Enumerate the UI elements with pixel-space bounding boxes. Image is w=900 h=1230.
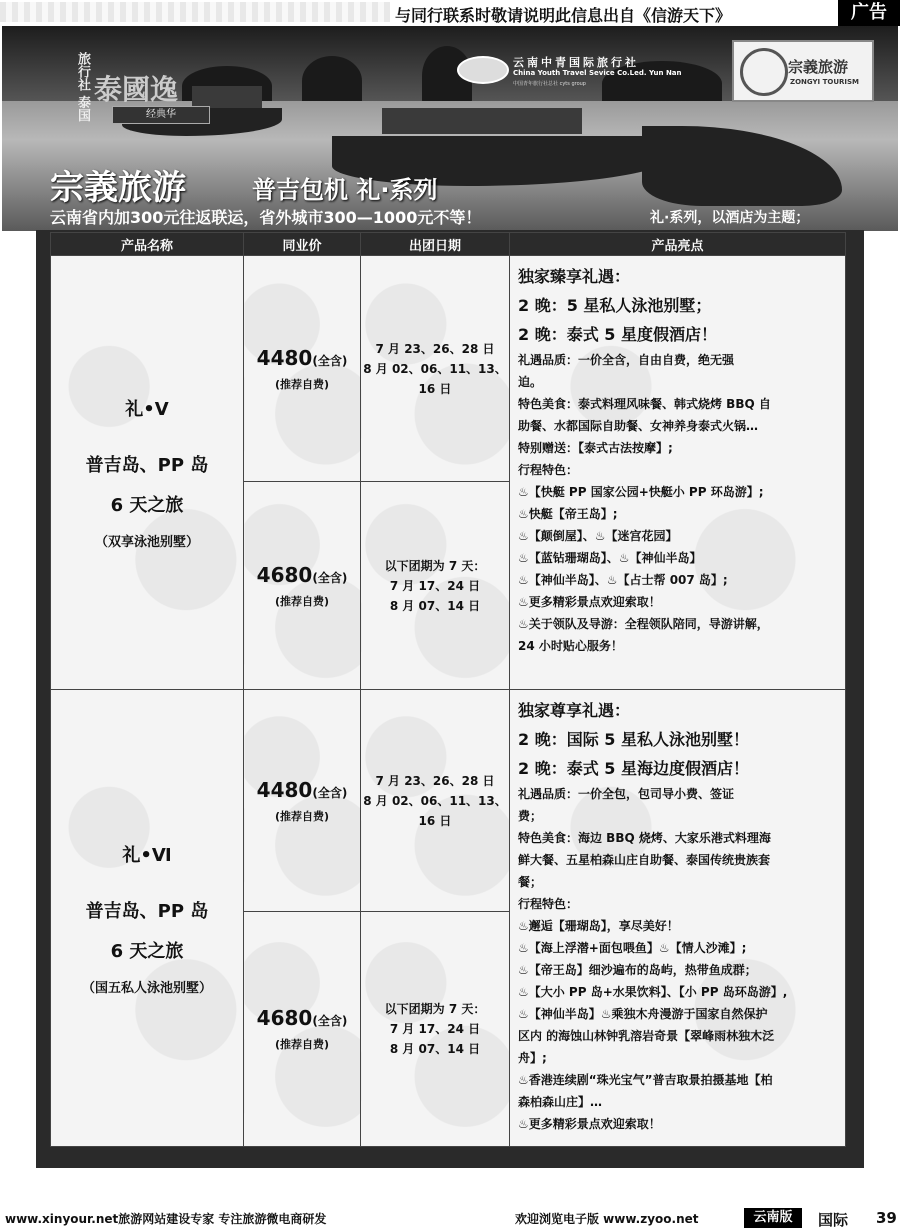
ad-label: 广告 xyxy=(838,0,900,26)
header-price: 同业价 xyxy=(244,233,361,256)
price-value: 4480 xyxy=(256,345,313,370)
product-feature: （双享泳池别墅） xyxy=(94,535,199,550)
price-self-pay: (推荐自费) xyxy=(274,594,330,608)
highlights-cell xyxy=(510,690,846,1147)
dates-cell xyxy=(361,256,510,482)
transport-note: 云南省内加300元往返联运，省外城市300—1000元不等！ xyxy=(50,208,482,227)
highlight-big: 2 晚：泰式 5 星海边度假酒店！ xyxy=(518,759,749,778)
dates-cell xyxy=(361,912,510,1147)
footer-left-text: www.xinyour.net旅游网站建设专家 专注旅游微电商研发 xyxy=(5,1212,327,1226)
date-line: 8 月 07、14 日 xyxy=(389,598,481,613)
product-name-cell xyxy=(51,256,244,690)
highlight-big: 独家臻享礼遇： xyxy=(518,267,631,286)
price-value: 4680 xyxy=(256,562,313,587)
highlight-big: 2 晚：国际 5 星私人泳池别墅！ xyxy=(518,730,749,749)
agency-cn-name: 云南中青国际旅行社 xyxy=(513,56,639,69)
product-duration: 6 天之旅 xyxy=(110,940,184,962)
price-include: (全含) xyxy=(312,1014,348,1028)
highlight-big: 2 晚：泰式 5 星度假酒店！ xyxy=(518,325,717,344)
section-label: 国际 xyxy=(818,1211,849,1229)
emblem-ribbon: 经典华 xyxy=(112,106,210,124)
agency-small-text: 中国青年旅行社总社 cyts group xyxy=(513,81,586,87)
highlight-line: 区内 的海蚀山林钟乳溶岩奇景【翠峰雨林独木泛 xyxy=(518,1029,775,1043)
price-value: 4680 xyxy=(256,1006,313,1030)
highlight-line: ♨【神仙半岛】♨乘独木舟漫游于国家自然保护 xyxy=(518,1007,768,1021)
header-highlights: 产品亮点 xyxy=(510,233,846,256)
price-include: (全含) xyxy=(312,353,348,368)
brand-logo-cn: 宗義旅游 xyxy=(788,58,849,76)
highlight-line: 森柏森山庄】… xyxy=(518,1095,603,1109)
date-line: 7 月 17、24 日 xyxy=(389,1022,481,1036)
agency-en-name: China Youth Travel Sevice Co.Led. Yun Nan xyxy=(513,69,682,77)
highlight-line: ♨【快艇 PP 国家公园+快艇小 PP 环岛游】; xyxy=(518,485,764,499)
highlight-line: ♨关于领队及导游：全程领队陪同，导游讲解， xyxy=(518,617,769,631)
cyts-mark-icon xyxy=(457,56,509,84)
highlight-line: 礼遇品质：一价全含，自由自费，绝无强 xyxy=(518,353,735,367)
date-line: 以下团期为 7 天： xyxy=(384,558,486,573)
highlight-big: 独家尊享礼遇： xyxy=(518,701,631,720)
footprint-logo-icon xyxy=(740,48,788,96)
date-line: 8 月 07、14 日 xyxy=(389,1042,481,1056)
product-destination: 普吉岛、PP 岛 xyxy=(85,900,209,922)
price-cell xyxy=(244,912,361,1147)
header-dates: 出团日期 xyxy=(361,233,510,256)
price-cell xyxy=(244,690,361,912)
highlight-line: 迫。 xyxy=(518,375,543,389)
date-line: 8 月 02、06、11、13、 xyxy=(363,361,507,376)
product-feature: （国五私人泳池别墅） xyxy=(81,980,212,996)
highlight-line: 行程特色： xyxy=(518,463,579,477)
dates-cell xyxy=(361,482,510,690)
highlight-line: 礼遇品质：一价全包，包司导小费、签证 xyxy=(518,787,735,801)
product-name-cell xyxy=(51,690,244,1147)
date-line: 以下团期为 7 天： xyxy=(384,1002,486,1016)
island-rock xyxy=(302,56,362,106)
price-include: (全含) xyxy=(312,570,348,585)
date-line: 7 月 23、26、28 日 xyxy=(375,773,495,788)
dates-cell xyxy=(361,690,510,912)
top-notice-bar xyxy=(0,0,900,26)
highlight-line: ♨更多精彩景点欢迎索取！ xyxy=(518,1117,661,1131)
product-destination: 普吉岛、PP 岛 xyxy=(85,455,209,476)
price-self-pay: (推荐自费) xyxy=(274,809,330,823)
price-self-pay: (推荐自费) xyxy=(274,1038,330,1051)
highlight-line: ♨更多精彩景点欢迎索取！ xyxy=(518,595,661,609)
date-line: 8 月 02、06、11、13、 xyxy=(363,793,507,808)
brand-logo xyxy=(732,40,874,102)
highlight-line: 舟】; xyxy=(518,1051,547,1065)
emblem-vertical-text: 旅行社 泰国 xyxy=(75,52,90,122)
highlight-line: ♨【大小 PP 岛+水果饮料】、【小 PP 岛环岛游】, xyxy=(518,985,788,999)
highlight-line: 行程特色： xyxy=(518,897,579,911)
highlight-line: ♨【蓝钻珊瑚岛】、♨【神仙半岛】 xyxy=(518,551,702,565)
region-badge: 云南版 xyxy=(744,1208,802,1228)
page-number: 39 xyxy=(876,1209,897,1227)
highlight-line: 助餐、水都国际自助餐、女神养身泰式火锅… xyxy=(518,419,759,433)
highlight-line: ♨【神仙半岛】、♨【占士帮 007 岛】; xyxy=(518,573,728,587)
footer-bar xyxy=(0,1206,900,1230)
highlight-line: 费； xyxy=(518,809,543,823)
highlight-line: 特别赠送：【泰式古法按摩】; xyxy=(518,441,673,455)
highlight-line: 特色美食：泰式料理风味餐、韩式烧烤 BBQ 自 xyxy=(518,397,771,411)
product-table xyxy=(50,232,846,1147)
highlight-line: 24 小时贴心服务！ xyxy=(518,639,623,653)
highlight-line: ♨【海上浮潜+面包喂鱼】♨【情人沙滩】; xyxy=(518,941,747,955)
table-header-row xyxy=(51,233,846,256)
decorative-pattern xyxy=(0,2,390,22)
product-duration: 6 天之旅 xyxy=(110,495,184,516)
table-row xyxy=(51,690,846,912)
price-self-pay: (推荐自费) xyxy=(274,377,330,391)
brand-title: 宗義旅游 xyxy=(50,168,186,208)
series-note: 礼·系列，以酒店为主题； xyxy=(650,210,810,226)
footer-right-text: 欢迎浏览电子版 www.zyoo.net xyxy=(515,1212,699,1226)
product-code: 礼•Ⅴ xyxy=(125,399,169,420)
boat-canopy xyxy=(382,108,582,134)
table-row xyxy=(51,256,846,482)
highlight-line: 特色美食：海边 BBQ 烧烤、大家乐港式料理海 xyxy=(518,831,771,845)
thai-emblem xyxy=(32,48,207,128)
highlight-line: 餐； xyxy=(518,875,543,889)
highlight-line: ♨【颠倒屋】、♨【迷宫花园】 xyxy=(518,529,678,543)
highlight-line: ♨香港连续剧“珠光宝气”普吉取景拍摄基地【柏 xyxy=(518,1073,773,1087)
price-cell xyxy=(244,482,361,690)
price-value: 4480 xyxy=(256,777,313,802)
header-product-name: 产品名称 xyxy=(51,233,244,256)
date-line: 7 月 23、26、28 日 xyxy=(375,341,495,356)
highlights-cell xyxy=(510,256,846,690)
brand-logo-en: ZONGYI TOURISM xyxy=(790,78,859,86)
highlight-line: ♨邂逅【珊瑚岛】，享尽美好！ xyxy=(518,919,679,933)
date-line: 7 月 17、24 日 xyxy=(389,578,481,593)
date-line: 16 日 xyxy=(418,381,452,396)
series-title: 普吉包机 礼·系列 xyxy=(252,176,438,204)
emblem-script: 泰國逸 xyxy=(94,73,179,106)
highlight-line: ♨【帝王岛】细沙遍布的岛屿，热带鱼成群； xyxy=(518,963,757,977)
highlight-line: 鲜大餐、五星柏森山庄自助餐、泰国传统贵族套 xyxy=(518,853,771,867)
price-cell xyxy=(244,256,361,482)
source-notice: 与同行联系时敬请说明此信息出自《信游天下》 xyxy=(395,6,732,25)
highlight-big: 2 晚：5 星私人泳池别墅； xyxy=(518,296,712,315)
highlight-line: ♨快艇【帝王岛】; xyxy=(518,507,618,521)
cyts-logo xyxy=(457,52,727,92)
price-include: (全含) xyxy=(312,785,348,800)
date-line: 16 日 xyxy=(418,813,452,828)
product-code: 礼•Ⅵ xyxy=(122,844,172,866)
